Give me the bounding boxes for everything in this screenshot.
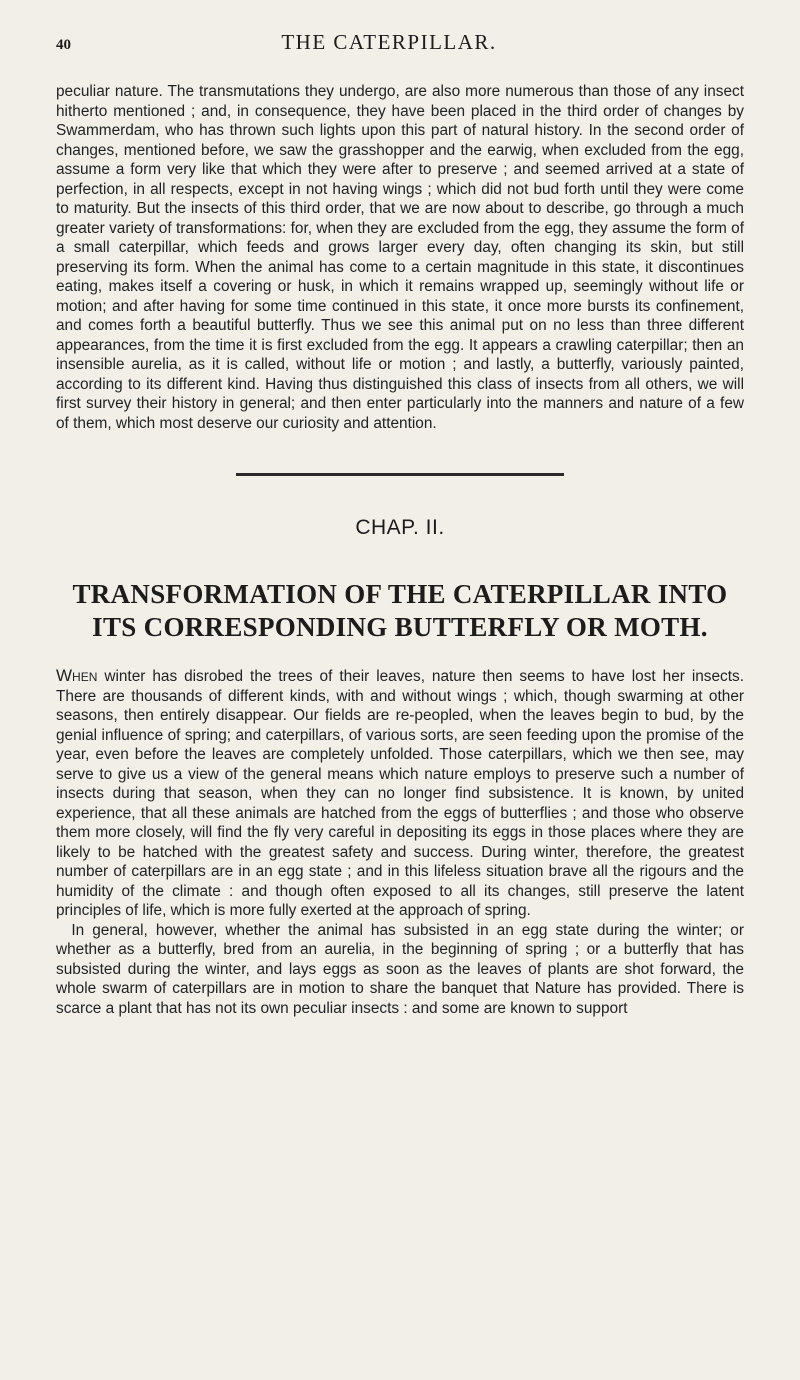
- paragraph-1-text: winter has disrobed the trees of their leaves, nature then seems to have lost her insects. There are thousands of different kinds, with and without wings ; which, though swarming at other seasons, then entirely disappear. Our fields are re-peopled, when the leaves begin to bud, by the genial influence of spring; and caterpillars, of various sorts, are seen feeding upon the promise of the year, even before the leaves are completely unfolded. Those caterpillars, which we then see, may serve to give us a view of the general means which nature employs to preserve such a number of insects during that season, when they can no longer find subsistence. It is known, by united experience, that all these animals are hatched from the eggs of butterflies ; and those who observe them more closely, will find the fly very careful in depositing its eggs in those places where they are likely to be hatched with the greatest safety and success. During winter, therefore, the greatest number of caterpillars are in an egg state ; and in this lifeless situation brave all the rigours and the humidity of the climate : and though often exposed to all its changes, still preserve the latent principles of life, which is more fully exerted at the approach of spring.: [56, 668, 744, 919]
- paragraph-top: peculiar nature. The transmutations they undergo, are also more numerous than those of any insect hitherto mentioned ; and, in consequence, they have been placed in the third order of changes by Swammerdam, who has thrown such lights upon this part of natural history. In the second order of changes, mentioned before, we saw the grasshopper and the earwig, when excluded from the egg, assume a form very like that which they were after to preserve ; and seemed arrived at a state of perfection, in all respects, except in not having wings ; which did not bud forth until they were come to maturity. But the insects of this third order, that we are now about to describe, go through a much greater variety of transformations: for, when they are excluded from the egg, they assume the form of a small caterpillar, which feeds and grows larger every day, often changing its skin, but still preserving its form. When the animal has come to a certain magnitude in this state, it discontinues eating, makes itself a covering or husk, in which it remains wrapped up, seemingly without life or motion; and after having for some time continued in this state, it once more bursts its confinement, and comes forth a beautiful butterfly. Thus we see this animal put on no less than three different appearances, from the time it is first excluded from the egg. It appears a crawling caterpillar; then an insensible aurelia, as it is called, without life or motion ; and lastly, a butterfly, variously painted, according to its different kind. Having thus distinguished this class of insects from all others, we will first survey their history in general; and then enter particularly into the manners and nature of a few of them, which most deserve our curiosity and attention.: [56, 83, 744, 432]
- chapter-paragraph-1: [56, 666, 744, 921]
- chapter-label: CHAP. II.: [355, 516, 445, 539]
- section-divider: [236, 473, 564, 476]
- page-number: 40: [56, 37, 71, 53]
- running-title: THE CATERPILLAR.: [281, 30, 497, 54]
- chapter-paragraph-2: [56, 921, 744, 1019]
- paragraph-2-text: In general, however, whether the animal has subsisted in an egg state during the winter; or whether as a butterfly, bred from an aurelia, in the beginning of spring ; or a butterfly that has subsisted during the winter, and lays eggs as soon as the leaves of plants are shot forward, the whole swarm of caterpillars are in motion to share the banquet that Nature has provided. There is scarce a plant that has not its own peculiar insects : and some are known to support: [56, 921, 744, 1017]
- chapter-title: TRANSFORMATION OF THE CATERPILLAR INTO ITS CORRESPONDING BUTTERFLY OR MOTH.: [72, 579, 728, 642]
- initial-word: When: [56, 666, 98, 685]
- running-head: [56, 30, 744, 64]
